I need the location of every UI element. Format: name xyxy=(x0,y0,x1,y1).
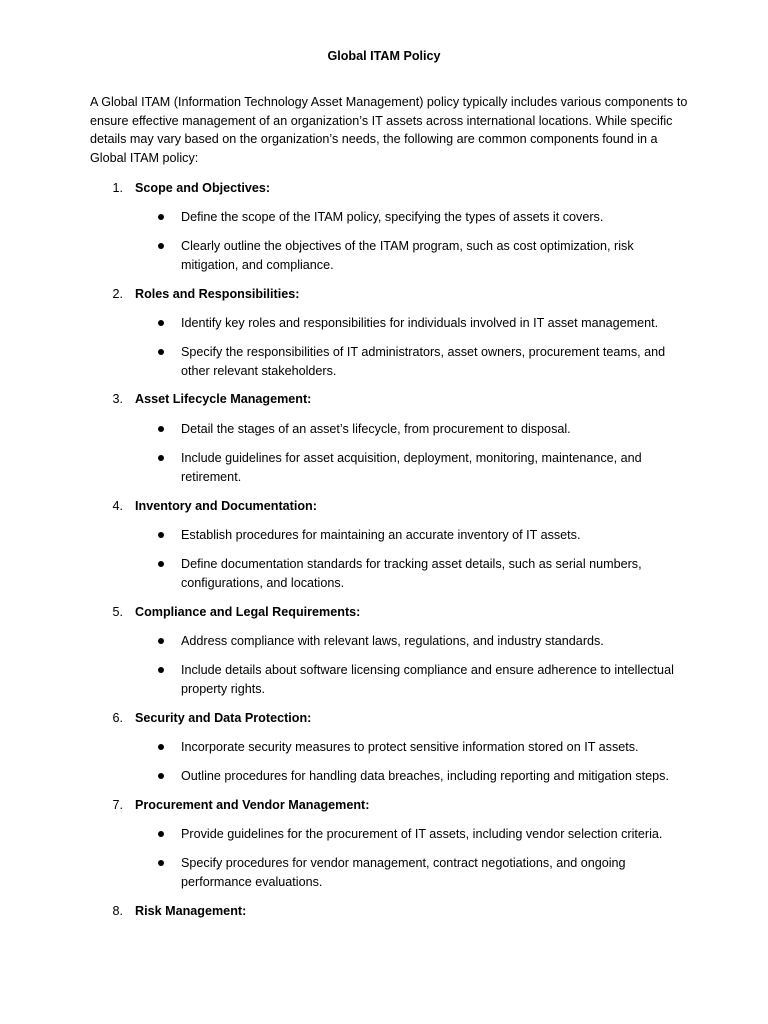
bullet-text: Address compliance with relevant laws, regulations, and industry standards. xyxy=(181,634,604,648)
section-number: 2. xyxy=(112,287,123,301)
bullet-text: Incorporate security measures to protect sensitive information stored on IT assets. xyxy=(181,740,639,754)
section-number: 6. xyxy=(112,711,123,725)
section-heading: Compliance and Legal Requirements: xyxy=(135,605,361,619)
section-number: 3. xyxy=(112,392,123,406)
section-heading: Asset Lifecycle Management: xyxy=(135,392,312,406)
bullet-text: Establish procedures for maintaining an accurate inventory of IT assets. xyxy=(181,528,581,542)
section-heading: Inventory and Documentation: xyxy=(135,499,317,513)
bullet-text: Include details about software licensing compliance and ensure adherence to intellectual property rights. xyxy=(181,663,674,696)
section-heading: Scope and Objectives: xyxy=(135,181,271,195)
bullet-text: Define documentation standards for tracking asset details, such as serial numbers, configurations, and locations. xyxy=(181,557,642,590)
section-number: 8. xyxy=(112,904,123,918)
section-heading: Security and Data Protection: xyxy=(135,711,312,725)
bullet-icon xyxy=(158,214,164,220)
bullet-text: Clearly outline the objectives of the ITAM program, such as cost optimization, risk mitigation, and compliance. xyxy=(181,239,634,272)
section-heading: Roles and Responsibilities: xyxy=(135,287,300,301)
intro-paragraph: A Global ITAM (Information Technology Asset Management) policy typically includes various components to ensure effective management of an organization’s IT assets across international locations. While specific details may vary based on the organization’s needs, the following are common components found in a Global ITAM policy: xyxy=(90,95,688,165)
bullet-icon xyxy=(158,831,164,837)
bullet-text: Specify procedures for vendor management, contract negotiations, and ongoing performance evaluations. xyxy=(181,856,626,889)
bullet-icon xyxy=(158,320,164,326)
bullet-text: Outline procedures for handling data breaches, including reporting and mitigation steps. xyxy=(181,769,669,783)
bullet-icon xyxy=(158,426,164,432)
section-heading: Risk Management: xyxy=(135,904,247,918)
section-number: 7. xyxy=(112,798,123,812)
bullet-icon xyxy=(158,773,164,779)
bullet-icon xyxy=(158,744,164,750)
bullet-text: Specify the responsibilities of IT administrators, asset owners, procurement teams, and other relevant stakeholders. xyxy=(181,345,666,378)
bullet-icon xyxy=(158,860,164,866)
section-number: 4. xyxy=(112,499,123,513)
bullet-icon xyxy=(158,532,164,538)
bullet-text: Detail the stages of an asset’s lifecycle, from procurement to disposal. xyxy=(181,422,571,436)
bullet-text: Provide guidelines for the procurement of IT assets, including vendor selection criteria. xyxy=(181,827,663,841)
bullet-text: Include guidelines for asset acquisition, deployment, monitoring, maintenance, and retirement. xyxy=(181,451,642,484)
bullet-icon xyxy=(158,667,164,673)
document-title: Global ITAM Policy xyxy=(327,49,441,63)
bullet-text: Define the scope of the ITAM policy, specifying the types of assets it covers. xyxy=(181,210,604,224)
bullet-icon xyxy=(158,455,164,461)
section-number: 1. xyxy=(112,181,123,195)
bullet-icon xyxy=(158,638,164,644)
section-heading: Procurement and Vendor Management: xyxy=(135,798,370,812)
section-number: 5. xyxy=(112,605,123,619)
bullet-icon xyxy=(158,349,164,355)
bullet-icon xyxy=(158,561,164,567)
bullet-icon xyxy=(158,243,164,249)
bullet-text: Identify key roles and responsibilities for individuals involved in IT asset management. xyxy=(181,316,659,330)
